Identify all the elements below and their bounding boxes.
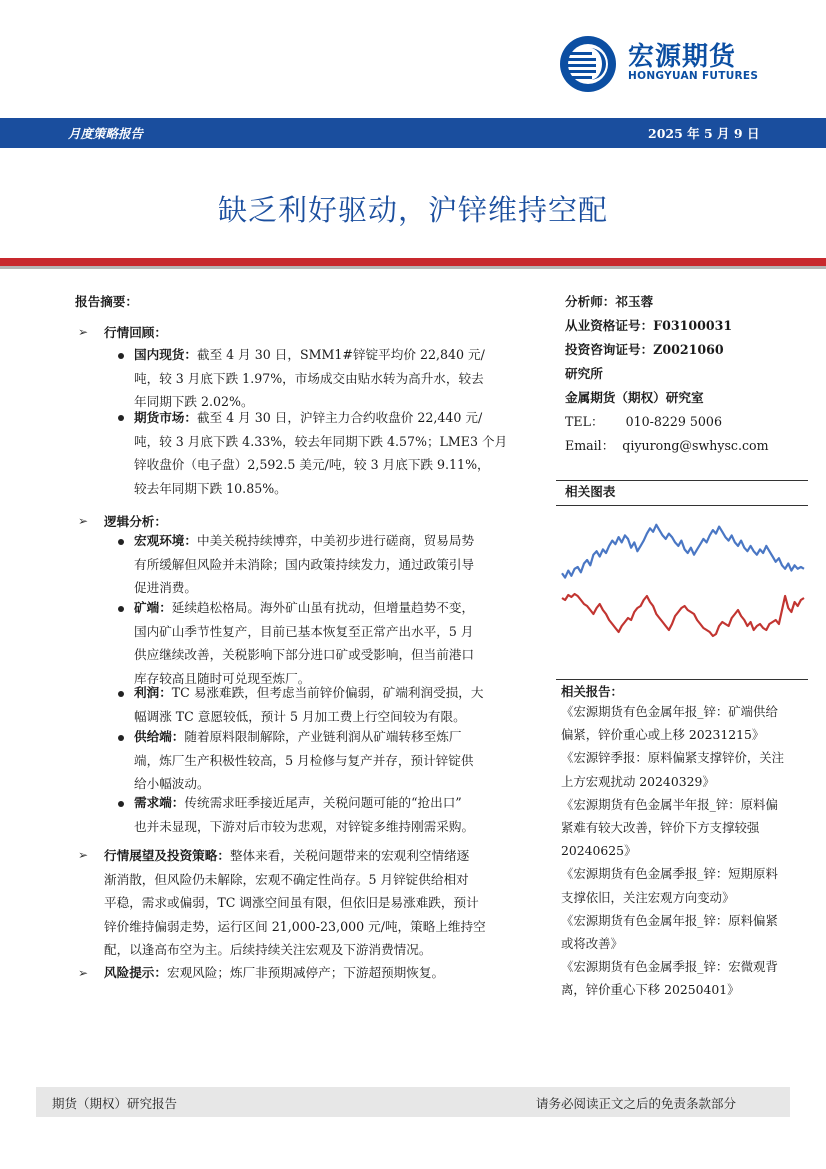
arrow-icon: ➢ <box>78 966 89 980</box>
logo-globe-icon <box>556 34 620 94</box>
analyst-cert-label: 从业资格证号： <box>565 318 654 333</box>
supply-label: 供给端： <box>134 729 185 744</box>
supply-line-1: 随着原料限制解除，产业链利润从矿端转移至炼厂 <box>184 729 462 744</box>
chart-series-line-1 <box>562 594 804 636</box>
related-report-line[interactable]: 《宏源期货有色金属年报_锌：原料偏紧 <box>561 912 778 928</box>
related-report-line[interactable]: 《宏源期货有色金属季报_锌：宏微观背 <box>561 959 778 975</box>
macro-label: 宏观环境： <box>134 533 197 548</box>
demand-label: 需求端： <box>134 795 185 810</box>
analyst-tel-label: TEL： <box>565 414 604 429</box>
analyst-tel-row <box>565 410 722 434</box>
analyst-email[interactable]: qiyurong@swhysc.com <box>622 438 769 453</box>
profit-paragraph <box>134 681 534 728</box>
bullet-icon <box>118 415 124 421</box>
related-report-line[interactable]: 支撑依旧，关注宏观方向变动》 <box>561 889 735 905</box>
spot-label: 国内现货： <box>134 347 197 362</box>
risk-paragraph <box>104 961 524 985</box>
footer-left-text: 期货（期权）研究报告 <box>52 1096 178 1111</box>
futures-line-3: 锌收盘价（电子盘）2,592.5 美元/吨，较 3 月底下跌 9.11%， <box>134 457 490 473</box>
spot-line-2: 吨，较 3 月底下跌 1.97%，市场成交由贴水转为高升水，较去 <box>134 370 484 386</box>
analyst-email-row <box>565 434 769 458</box>
mine-line-3: 供应继续改善，关税影响下部分进口矿或受影响，但当前港口 <box>134 647 475 663</box>
supply-line-3: 给小幅波动。 <box>134 776 210 792</box>
report-type: 月度策略报告 <box>68 126 144 141</box>
company-name-cn: 宏源期货 <box>628 42 737 72</box>
analyst-consult-label: 投资咨询证号： <box>565 342 654 357</box>
related-report-line[interactable]: 或将改善》 <box>561 936 623 952</box>
risk-text: 宏观风险；炼厂非预期减停产；下游超预期恢复。 <box>166 965 445 980</box>
mine-line-4: 库存较高且随时可兑现至炼厂。 <box>134 670 311 686</box>
related-report-line[interactable]: 离，锌价重心下移 20250401》 <box>561 982 740 998</box>
mine-line-2: 国内矿山季节性复产，目前已基本恢复至正常产出水平，5 月 <box>134 623 474 639</box>
profit-line-2: 幅调涨 TC 意愿较低，预计 5 月加工费上行空间较为有限。 <box>134 708 466 724</box>
related-reports-heading: 相关报告： <box>561 684 623 699</box>
demand-line-2: 也并未显现，下游对后市较为悲观，对锌锭多维持刚需采购。 <box>134 818 475 834</box>
mine-paragraph <box>134 596 534 690</box>
page-title: 缺乏利好驱动，沪锌维持空配 <box>217 193 608 227</box>
related-report-line[interactable]: 《宏源期货有色金属年报_锌：矿端供给 <box>561 704 778 719</box>
related-report-line[interactable]: 《宏源期货有色金属半年报_锌：原料偏 <box>561 796 778 812</box>
related-chart <box>556 508 808 678</box>
analyst-email-label: Email： <box>565 438 615 453</box>
futures-line-4: 较去年同期下跌 10.85%。 <box>134 480 287 496</box>
supply-line-2: 端，炼厂生产积极性较高，5 月检修与复产并存，预计锌锭供 <box>134 752 474 768</box>
related-report-line[interactable]: 《宏源期货有色金属季报_锌：短期原料 <box>561 866 778 882</box>
outlook-line-3: 平稳，需求或偏弱，TC 调涨空间虽有限，但依旧是易涨难跌，预计 <box>104 895 479 911</box>
related-report-line[interactable]: 紧难有较大改善，锌价下方支撑较强 <box>561 820 760 836</box>
outlook-line-4: 锌价维持偏弱走势，运行区间 21,000-23,000 元/吨，策略上维持空 <box>104 918 486 934</box>
arrow-icon: ➢ <box>78 848 89 862</box>
summary-heading: 报告摘要： <box>75 294 138 309</box>
profit-line-1: TC 易涨难跌，但考虑当前锌价偏弱，矿端利润受损，大 <box>171 685 484 700</box>
bullet-icon <box>118 691 124 697</box>
bullet-icon <box>118 539 124 545</box>
related-report-line[interactable]: 上方宏观扰动 20240329》 <box>561 773 715 789</box>
institute-label: 研究所 <box>565 366 603 381</box>
chart-series-line-0 <box>562 525 804 578</box>
related-chart-heading: 相关图表 <box>565 484 616 499</box>
related-reports-list <box>561 700 811 1002</box>
outlook-line-5: 配，以逢高布空为主。后续持续关注宏观及下游消费情况。 <box>104 942 432 958</box>
related-chart-svg <box>556 508 808 678</box>
spot-line-1: 截至 4 月 30 日，SMM1#锌锭平均价 22,840 元/ <box>196 347 485 362</box>
bullet-icon <box>118 735 124 741</box>
report-date: 2025 年 5 月 9 日 <box>648 126 760 141</box>
supply-paragraph <box>134 725 534 796</box>
analyst-consult-row <box>565 338 724 362</box>
analyst-consult: Z0021060 <box>653 342 724 357</box>
title-divider-red <box>0 258 826 266</box>
analyst-tel: 010-8229 5006 <box>625 414 722 429</box>
demand-paragraph <box>134 791 534 838</box>
chart-heading-divider-bottom <box>556 505 808 506</box>
outlook-paragraph <box>104 844 524 962</box>
analyst-cert-row <box>565 314 732 338</box>
arrow-icon: ➢ <box>78 514 89 528</box>
bullet-icon <box>118 801 124 807</box>
related-report-line[interactable]: 《宏源锌季报：原料偏紧支撑锌价，关注 <box>561 750 785 766</box>
title-divider-grey <box>0 266 826 269</box>
macro-line-1: 中美关税持续博弈，中美初步进行磋商，贸易局势 <box>196 533 475 548</box>
institute-name: 金属期货（期权）研究室 <box>565 390 704 405</box>
futures-paragraph <box>134 406 534 500</box>
bullet-icon <box>118 353 124 359</box>
macro-line-2: 有所缓解但风险并未消除；国内政策持续发力，通过政策引导 <box>134 556 475 572</box>
analyst-cert: F03100031 <box>653 318 733 333</box>
analyst-name: 祁玉蓉 <box>615 294 654 309</box>
market-review-label: 行情回顾： <box>104 325 167 340</box>
mine-line-1: 延续趋松格局。海外矿山虽有扰动，但增量趋势不变， <box>171 600 475 615</box>
arrow-icon: ➢ <box>78 325 89 339</box>
outlook-label: 行情展望及投资策略： <box>104 848 230 863</box>
footer-right-text: 请务必阅读正文之后的免责条款部分 <box>536 1096 737 1111</box>
logic-label: 逻辑分析： <box>104 514 167 529</box>
futures-label: 期货市场： <box>134 410 197 425</box>
macro-line-3: 促进消费。 <box>134 580 197 596</box>
related-report-line[interactable]: 20240625》 <box>561 843 637 859</box>
futures-line-1: 截至 4 月 30 日，沪锌主力合约收盘价 22,440 元/ <box>196 410 483 425</box>
spot-line-3: 年同期下跌 2.02%。 <box>134 394 254 410</box>
macro-paragraph <box>134 529 534 600</box>
analyst-name-row <box>565 290 653 314</box>
outlook-line-1: 整体来看，关税问题带来的宏观利空情绪逐 <box>229 848 470 863</box>
bullet-icon <box>118 606 124 612</box>
demand-line-1: 传统需求旺季接近尾声，关税问题可能的“抢出口” <box>184 795 462 810</box>
spot-paragraph <box>134 343 514 414</box>
outlook-line-2: 渐消散，但风险仍未解除，宏观不确定性尚存。5 月锌锭供给相对 <box>104 871 469 887</box>
futures-line-2: 吨，较 3 月底下跌 4.33%，较去年同期下跌 4.57%；LME3 个月 <box>134 433 508 449</box>
analyst-name-label: 分析师： <box>565 294 616 309</box>
mine-label: 矿端： <box>134 600 172 615</box>
company-name-en: HONGYUAN FUTURES <box>628 70 759 82</box>
profit-label: 利润： <box>134 685 172 700</box>
related-report-line[interactable]: 偏紧，锌价重心或上移 20231215》 <box>561 727 765 743</box>
risk-label: 风险提示： <box>104 965 167 980</box>
